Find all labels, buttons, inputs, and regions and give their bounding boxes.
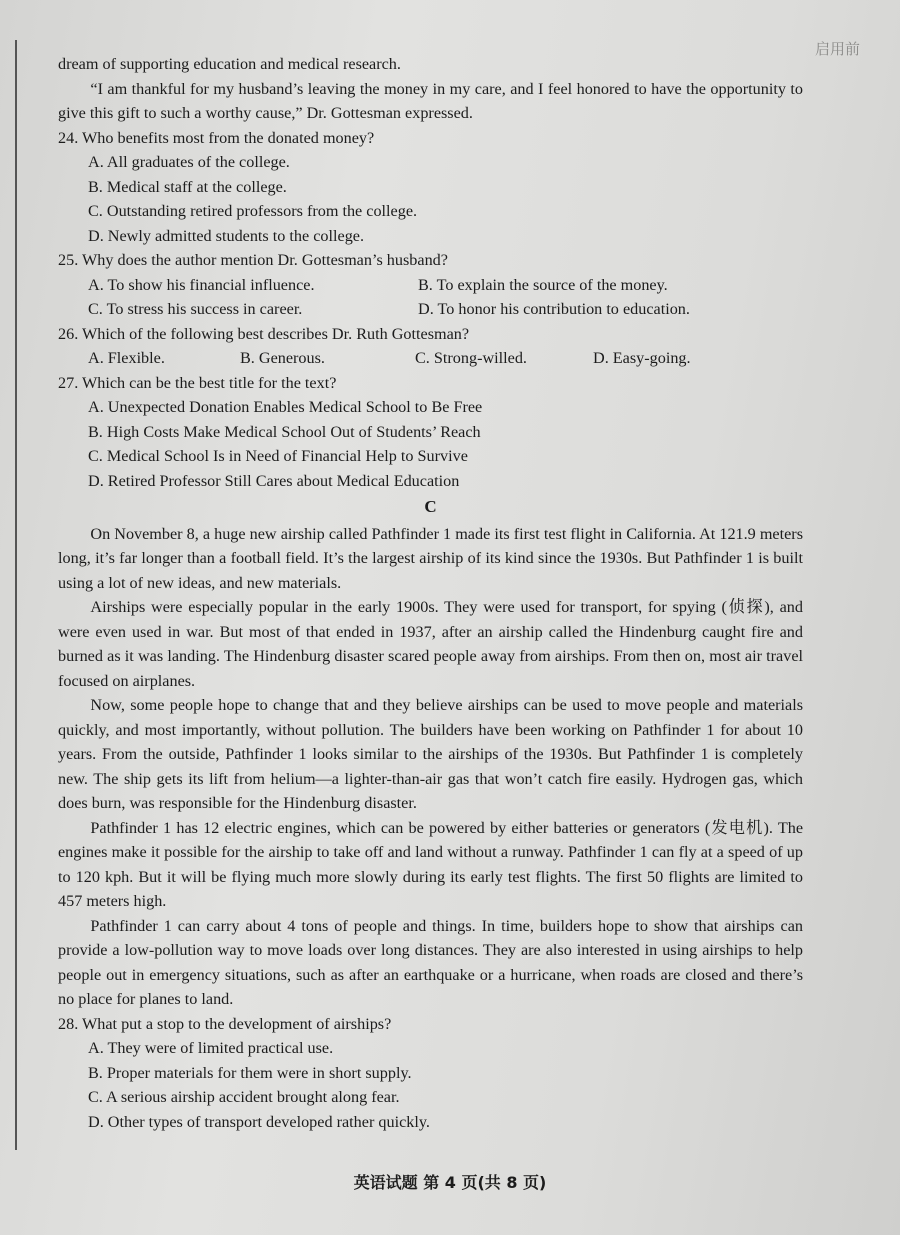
q26-option-d: D. Easy-going. <box>593 349 691 367</box>
q26-option-b: B. Generous. <box>240 349 325 367</box>
page-footer: 英语试题 第 4 页(共 8 页) <box>353 1173 547 1192</box>
q24-option-b: B. Medical staff at the college. <box>88 177 287 196</box>
q25-option-a: A. To show his financial influence. <box>88 275 315 294</box>
q25-options-row-2 <box>88 297 803 322</box>
question-25: 25. Why does the author mention Dr. Gottesman’s husband? <box>58 251 448 269</box>
q24-option-a: A. All graduates of the college. <box>88 153 290 171</box>
q27-option-c: C. Medical School Is in Need of Financial Help to Survive <box>88 447 468 465</box>
q25-options-row-1 <box>88 273 803 298</box>
q25-option-b: B. To explain the source of the money. <box>418 275 668 294</box>
q28-option-a: A. They were of limited practical use. <box>88 1039 334 1057</box>
q25-option-c: C. To stress his success in career. <box>88 300 303 318</box>
q25-option-d: D. To honor his contribution to education. <box>418 300 690 318</box>
q27-option-b: B. High Costs Make Medical School Out of Students’ Reach <box>88 422 481 441</box>
intro-quote: “I am thankful for my husband’s leaving the money in my care, and I feel honored to have the opportunity to give this gift to such a worthy cause,” Dr. Gottesman expressed. <box>58 79 803 122</box>
q28-option-d: D. Other types of transport developed rather quickly. <box>88 1112 430 1131</box>
q27-option-a: A. Unexpected Donation Enables Medical School to Be Free <box>88 398 483 416</box>
q24-option-d: D. Newly admitted students to the college. <box>88 226 365 245</box>
q27-option-d: D. Retired Professor Still Cares about Medical Education <box>88 471 460 490</box>
q28-option-c: C. A serious airship accident brought along fear. <box>88 1088 400 1106</box>
intro-line: dream of supporting education and medical research. <box>58 55 401 73</box>
q24-option-c: C. Outstanding retired professors from the college. <box>88 202 418 220</box>
q26-option-a: A. Flexible. <box>88 349 165 367</box>
question-28: 28. What put a stop to the development of airships? <box>58 1014 392 1033</box>
question-24: 24. Who benefits most from the donated money? <box>58 128 375 147</box>
q26-option-c: C. Strong-willed. <box>415 349 527 367</box>
passage-paragraph-5: Pathfinder 1 can carry about 4 tons of people and things. In time, builders hope to show that airships can provide a low-pollution way to move loads over long distances. They are also interested in using airships to help people out in emergency situations, such as after an earthquake or a hurricane, when roads are closed and there’s no place for planes to land. <box>58 916 803 1008</box>
q26-options-row <box>88 346 803 371</box>
q28-option-b: B. Proper materials for them were in short supply. <box>88 1063 412 1082</box>
page-content <box>58 52 803 1134</box>
question-27: 27. Which can be the best title for the text? <box>58 373 337 392</box>
binding-margin-line <box>15 40 17 1150</box>
passage-paragraph-3: Now, some people hope to change that and they believe airships can be used to move people and materials quickly, and most importantly, without pollution. The builders have been working on Pathfinder 1 for about 10 years. From the outside, Pathfinder 1 looks similar to the airships of the 1930s. But Pathfinder 1 is completely new. The ship gets its lift from helium—a lighter-than-air gas that won’t catch fire easily. Hydrogen gas, which does burn, was responsible for the Hindenburg disaster. <box>58 696 803 812</box>
passage-paragraph-4: Pathfinder 1 has 12 electric engines, which can be powered by either batteries or generators (发电机). The engines make it possible for the airship to take off and land without a runway. Pathfinder 1 can fly at a speed of up to 120 kph. But it will be flying much more slowly during its early test flights. The first 50 flights are limited to 457 meters high. <box>58 818 803 910</box>
passage-paragraph-1: On November 8, a huge new airship called Pathfinder 1 made its first test flight in California. At 121.9 meters long, it’s far longer than a football field. It’s the largest airship of its kind since the 1930s. But Pathfinder 1 is built using a lot of new ideas, and new materials. <box>58 524 803 592</box>
section-c-heading: C <box>424 497 437 516</box>
question-26: 26. Which of the following best describes Dr. Ruth Gottesman? <box>58 324 470 343</box>
header-mark: 启用前 <box>814 40 860 58</box>
passage-paragraph-2: Airships were especially popular in the early 1900s. They were used for transport, for spying (侦探), and were even used in war. But most of that ended in 1937, after an airship called the Hindenburg caught fire and burned as it was landing. The Hindenburg disaster scared people away from airships. From then on, most air travel focused on airplanes. <box>58 598 803 690</box>
